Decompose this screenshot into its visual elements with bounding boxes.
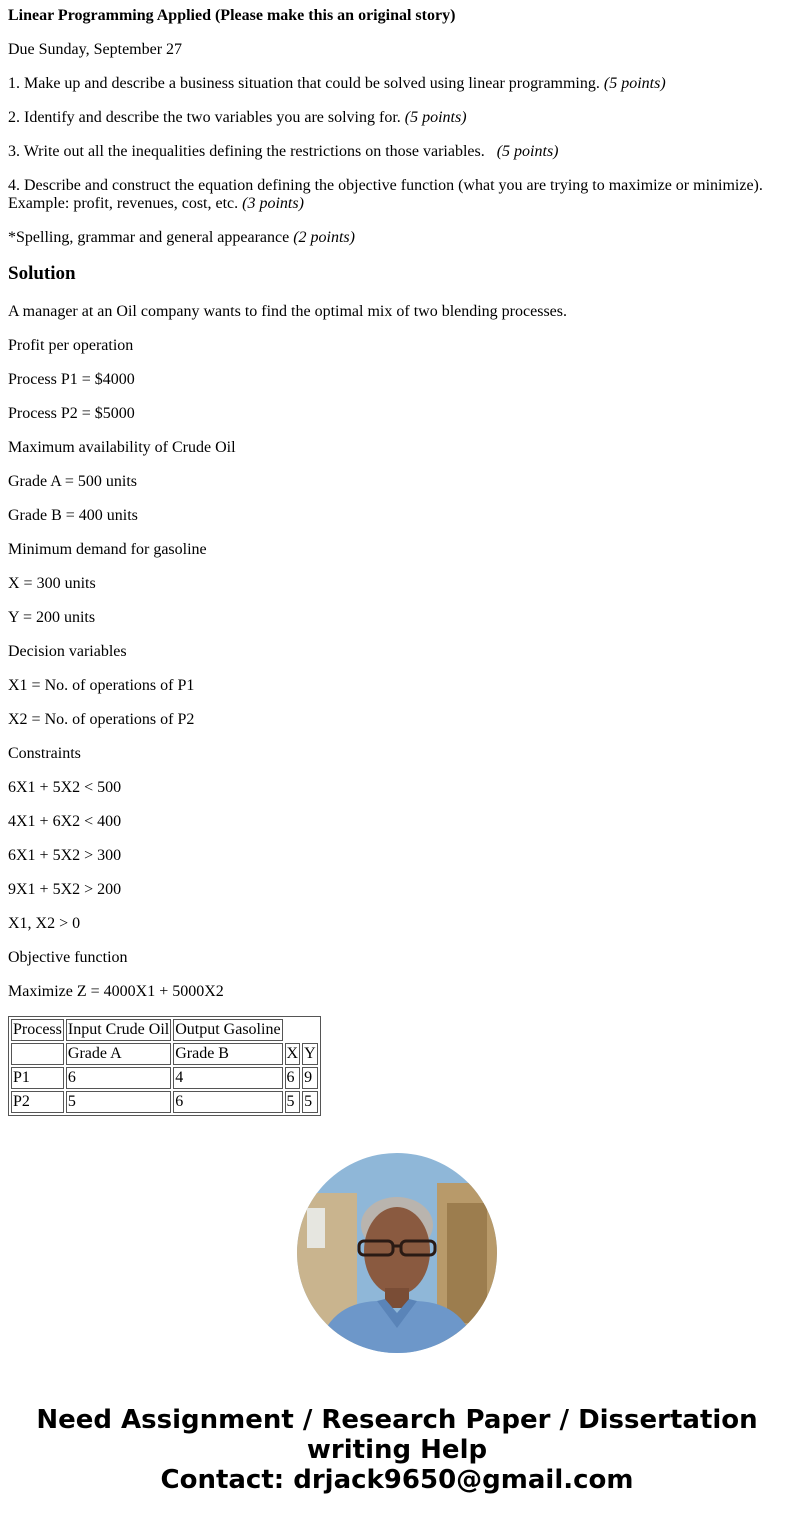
question-item-3: 3. Write out all the inequalities defining the restrictions on those variables. (5 points) <box>8 143 559 160</box>
table-row <box>11 1091 318 1113</box>
table-cell: X <box>285 1043 301 1065</box>
avatar <box>297 1153 497 1353</box>
question-item-5: *Spelling, grammar and general appearance (2 points) <box>8 229 355 246</box>
table-cell: 5 <box>285 1091 301 1113</box>
table-cell: 6 <box>285 1067 301 1089</box>
solution-line: 6X1 + 5X2 > 300 <box>8 847 122 864</box>
table-cell: Grade A <box>66 1043 171 1065</box>
solution-line: Process P1 = $4000 <box>8 371 135 388</box>
table-cell: Y <box>302 1043 318 1065</box>
process-table <box>8 1016 321 1116</box>
solution-line: 9X1 + 5X2 > 200 <box>8 881 122 898</box>
footer-line: Need Assignment / Research Paper / Dissertation <box>36 1405 758 1435</box>
table-subheader-row <box>11 1043 318 1065</box>
solution-line: X = 300 units <box>8 575 96 592</box>
table-cell: 6 <box>66 1067 171 1089</box>
footer-line: writing Help <box>306 1435 488 1465</box>
table-cell: Grade B <box>173 1043 282 1065</box>
question-title: Linear Programming Applied (Please make this an original story) <box>8 7 456 24</box>
question-item-1: 1. Make up and describe a business situation that could be solved using linear programming. (5 points) <box>8 75 666 92</box>
table-cell <box>285 1019 318 1041</box>
solution-line: X2 = No. of operations of P2 <box>8 711 195 728</box>
solution-line: Y = 200 units <box>8 609 96 626</box>
solution-line: 4X1 + 6X2 < 400 <box>8 813 122 830</box>
solution-line: Grade A = 500 units <box>8 473 138 490</box>
solution-line: Objective function <box>8 949 128 966</box>
solution-line: 6X1 + 5X2 < 500 <box>8 779 122 796</box>
solution-line: Process P2 = $5000 <box>8 405 135 422</box>
author-photo <box>297 1153 497 1353</box>
solution-line: Constraints <box>8 745 81 762</box>
solution-line: Maximize Z = 4000X1 + 5000X2 <box>8 983 224 1000</box>
solution-line: Maximum availability of Crude Oil <box>8 439 236 456</box>
table-cell: 5 <box>302 1091 318 1113</box>
question-item-4: 4. Describe and construct the equation defining the objective function (what you are trying to maximize or minimize). Example: profit, revenues, cost, etc. (3 points) <box>8 177 763 212</box>
solution-line: Decision variables <box>8 643 127 660</box>
table-cell: 6 <box>173 1091 282 1113</box>
solution-line: Minimum demand for gasoline <box>8 541 207 558</box>
due-date: Due Sunday, September 27 <box>8 41 183 58</box>
table-cell: Input Crude Oil <box>66 1019 171 1041</box>
footer-promo <box>0 1405 794 1495</box>
table-cell: 9 <box>302 1067 318 1089</box>
solution-line: Profit per operation <box>8 337 134 354</box>
table-cell: P2 <box>11 1091 64 1113</box>
solution-line: Grade B = 400 units <box>8 507 138 524</box>
table-cell: 5 <box>66 1091 171 1113</box>
solution-line: X1, X2 > 0 <box>8 915 81 932</box>
table-cell: Process <box>11 1019 64 1041</box>
question-item-2: 2. Identify and describe the two variables you are solving for. (5 points) <box>8 109 467 126</box>
solution-line: X1 = No. of operations of P1 <box>8 677 195 694</box>
table-cell: P1 <box>11 1067 64 1089</box>
table-row <box>11 1067 318 1089</box>
table-cell: Output Gasoline <box>173 1019 282 1041</box>
table-cell: 4 <box>173 1067 282 1089</box>
table-header-row <box>11 1019 318 1041</box>
table-cell <box>11 1043 64 1065</box>
footer-contact: Contact: drjack9650@gmail.com <box>160 1465 634 1495</box>
solution-heading: Solution <box>8 263 76 284</box>
solution-line: A manager at an Oil company wants to find the optimal mix of two blending processes. <box>8 303 567 320</box>
